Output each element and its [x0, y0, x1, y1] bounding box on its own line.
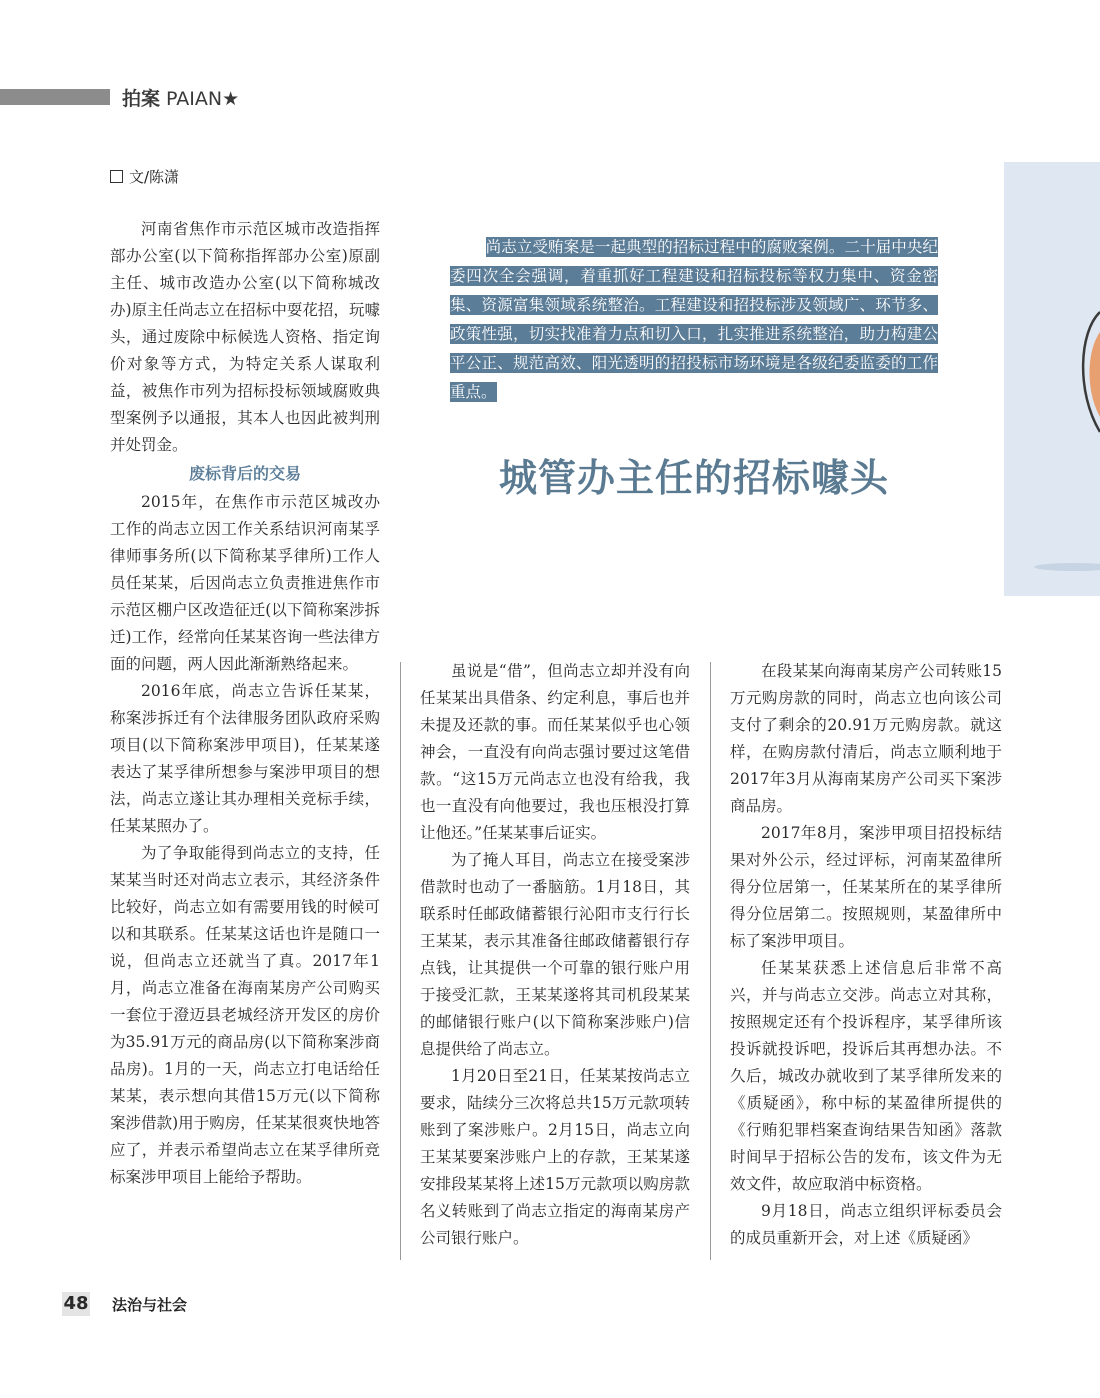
article-title: 城管办主任的招标噱头 — [498, 456, 889, 500]
lede-text: 尚志立受贿案是一起典型的招标过程中的腐败案例。二十届中央纪委四次全会强调，着重抓好工程建设和招标投标等权力集中、资金密集、资源富集领域系统整治。工程建设和招投标涉及领域广、环节多、政策性强，切实找准着力点和切入口，扎实推进系统整治，助力构建公平公正、规范高效、阳光透明的招投标市场环境是各级纪委监委的工作重点。 — [450, 238, 938, 401]
column-left — [110, 216, 380, 1191]
paragraph: 虽说是“借”，但尚志立却并没有向任某某出具借条、约定利息，事后也并未提及还款的事。而任某某似乎也心领神会，一直没有向尚志强讨要过这笔借款。“这15万元尚志立也没有给我，我也一直没有向他要过，我也压根没打算让他还。”任某某事后证实。 — [420, 662, 690, 842]
section-label-cn: 拍案 — [122, 88, 161, 110]
author-byline — [110, 166, 179, 187]
column-middle — [420, 658, 690, 1252]
paragraph: 为了争取能得到尚志立的支持，任某某当时还对尚志立表示，其经济条件比较好，尚志立如有需要用钱的时候可以和其联系。任某某这话也许是随口一说，但尚志立还就当了真。2017年1月，尚志立准备在海南某房产公司购买一套位于澄迈县老城经济开发区的房价为35.91万元的商品房(以下简称案涉商品房)。1月的一天，尚志立打电话给任某某，表示想向其借15万元(以下简称案涉借款)用于购房，任某某很爽快地答应了，并表示希望尚志立在某孚律所竞标案涉甲项目上能给予帮助。 — [110, 844, 380, 1186]
magazine-name: 法治与社会 — [112, 1296, 188, 1314]
paragraph: 2016年底，尚志立告诉任某某，称案涉拆迁有个法律服务团队政府采购项目(以下简称案涉甲项目)，任某某遂表达了某孚律所想参与案涉甲项目的想法，尚志立遂让其办理相关竞标手续，任某某照办了。 — [110, 682, 380, 835]
page-number: 48 — [63, 1293, 89, 1314]
column-divider — [400, 662, 401, 1260]
paragraph: 河南省焦作市示范区城市改造指挥部办公室(以下简称指挥部办公室)原副主任、城市改造办公室(以下简称城改办)原主任尚志立在招标中耍花招，玩噱头，通过废除中标候选人资格、指定询价对象等方式，为特定关系人谋取利益，被焦作市列为招标投标领域腐败典型案例予以通报，其本人也因此被判刑并处罚金。 — [110, 220, 380, 454]
illustration — [1004, 162, 1100, 596]
paragraph: 1月20日至21日，任某某按尚志立要求，陆续分三次将总共15万元款项转账到了案涉账户。2月15日，尚志立向王某某要案涉账户上的存款，王某某遂安排段某某将上述15万元款项以购房款名义转账到了尚志立指定的海南某房产公司银行账户。 — [420, 1067, 690, 1247]
section-label-en: PAIAN★ — [160, 88, 240, 110]
section-label — [122, 84, 239, 111]
paragraph: 9月18日，尚志立组织评标委员会的成员重新开会，对上述《质疑函》 — [730, 1202, 1002, 1247]
paragraph: 在段某某向海南某房产公司转账15万元购房款的同时，尚志立也向该公司支付了剩余的20.91万元购房款。就这样，在购房款付清后，尚志立顺利地于2017年3月从海南某房产公司买下案涉商品房。 — [730, 662, 1002, 815]
paragraph: 2015年，在焦作市示范区城改办工作的尚志立因工作关系结识河南某孚律师事务所(以下简称某孚律所)工作人员任某某，后因尚志立负责推进焦作市示范区棚户区改造征迁(以下简称案涉拆迁)工作，经常向任某某咨询一些法律方面的问题，两人因此渐渐熟络起来。 — [110, 493, 380, 673]
illustration-graphic — [1004, 162, 1100, 596]
column-right — [730, 658, 1002, 1252]
lede-box — [450, 233, 938, 407]
header-bar — [0, 89, 110, 105]
paragraph: 2017年8月，案涉甲项目招投标结果对外公示，经过评标，河南某盈律所得分位居第一，任某某所在的某孚律所得分位居第二。按照规则，某盈律所中标了案涉甲项目。 — [730, 824, 1002, 950]
square-icon — [110, 170, 123, 183]
section-subhead: 废标背后的交易 — [188, 464, 301, 483]
paragraph: 为了掩人耳目，尚志立在接受案涉借款时也动了一番脑筋。1月18日，其联系时任邮政储蓄银行沁阳市支行行长王某某，表示其准备往邮政储蓄银行存点钱，让其提供一个可靠的银行账户用于接受汇款，王某某遂将其司机段某某的邮储银行账户(以下简称案涉账户)信息提供给了尚志立。 — [420, 851, 690, 1058]
author-name: 文/陈潇 — [129, 168, 180, 186]
paragraph: 任某某获悉上述信息后非常不高兴，并与尚志立交涉。尚志立对其称，按照规定还有个投诉程序，某孚律所该投诉就投诉吧，投诉后其再想办法。不久后，城改办就收到了某孚律所发来的《质疑函》，称中标的某盈律所提供的《行贿犯罪档案查询结果告知函》落款时间早于招标公告的发布，该文件为无效文件，故应取消中标资格。 — [730, 959, 1002, 1193]
column-divider — [710, 662, 711, 1260]
